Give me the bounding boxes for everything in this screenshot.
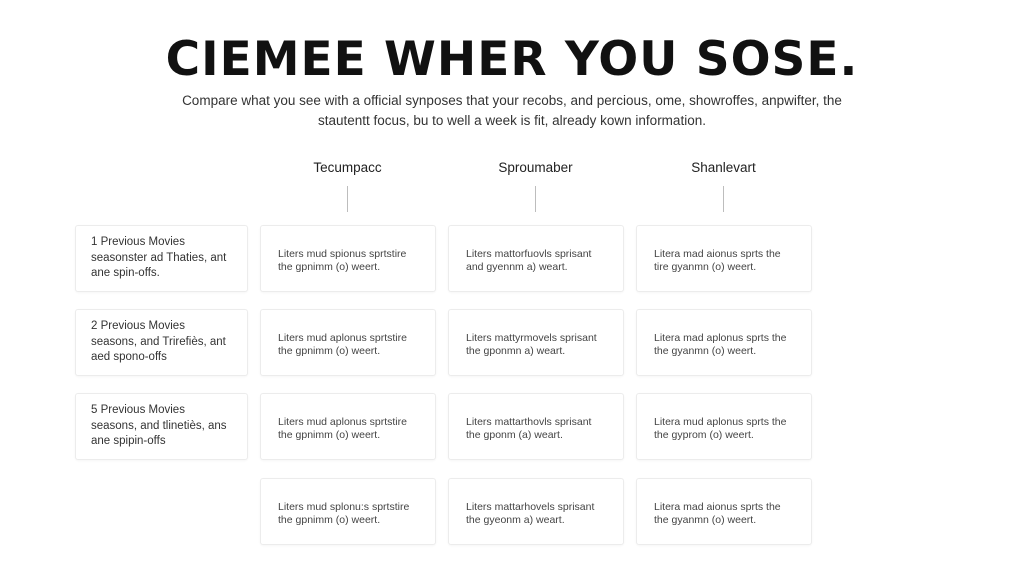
cell-line: Liters mud aplonus sprtstire <box>278 332 407 344</box>
cell-line: the gpnimm (o) weert. <box>278 345 381 357</box>
cell-line: Liters mud spionus sprtstire <box>278 248 407 260</box>
column-header-2: Sproumaber <box>498 160 573 175</box>
cell-line: the gponm (a) weart. <box>466 429 563 441</box>
grid-cell <box>448 478 624 545</box>
cell-line: the gyanmn (o) weert. <box>654 345 757 357</box>
grid-cell <box>260 393 436 460</box>
cell-line: Liters mattyrmovels sprisant <box>466 332 597 344</box>
row-label-line: 2 Previous Movies <box>91 320 185 332</box>
cell-line: the gpnimm (o) weert. <box>278 514 381 526</box>
cell-line: Litera mad aplonus sprts the <box>654 332 787 344</box>
row-label-line: seasons, and Trirefiès, ant <box>91 335 226 348</box>
row-label-card-3 <box>75 393 248 460</box>
cell-line: Liters mattarthovls sprisant <box>466 416 592 428</box>
grid-cell <box>260 309 436 376</box>
cell-line: Liters mattorfuovls sprisant <box>466 248 592 260</box>
column-header-1: Tecumpacc <box>313 160 382 175</box>
cell-line: the gyanmn (o) weert. <box>654 514 757 526</box>
page-title: CIEMEE WHER YOU SOSE. <box>165 32 859 87</box>
cell-line: the gponmn a) weart. <box>466 345 566 357</box>
cell-line: Liters mattarhovels sprisant <box>466 501 595 513</box>
cell-line: tire gyanmn (o) weert. <box>654 261 757 273</box>
cell-line: Litera mud aplonus sprts the <box>654 416 787 428</box>
grid-cell <box>636 309 812 376</box>
row-label-card-2 <box>75 309 248 376</box>
subtitle-line-2: stautentt focus, bu to well a week is fit, already kown information. <box>318 113 706 128</box>
row-label-line: aed spono-offs <box>91 351 167 363</box>
cell-line: the gpnimm (o) weert. <box>278 429 381 441</box>
cell-line: and gyennm a) weart. <box>466 261 568 273</box>
grid-cell <box>448 225 624 292</box>
cell-line: the gyprom (o) weert. <box>654 429 754 441</box>
cell-line: the gpnimm (o) weert. <box>278 261 381 273</box>
grid-cell <box>636 393 812 460</box>
column-divider <box>535 186 536 212</box>
grid-cell <box>636 478 812 545</box>
row-label-line: seasonster ad Thaties, ant <box>91 251 227 264</box>
column-divider <box>347 186 348 212</box>
cell-line: Liters mud splonu:s sprtstire <box>278 501 410 513</box>
column-divider <box>723 186 724 212</box>
cell-line: Litera mad aionus sprts the <box>654 501 781 513</box>
page-subtitle <box>150 91 874 131</box>
grid-cell <box>636 225 812 292</box>
column-header-3: Shanlevart <box>691 160 756 175</box>
row-label-line: ane spin-offs. <box>91 267 160 279</box>
row-label-line: ane spipin-offs <box>91 435 166 447</box>
grid-cell <box>448 309 624 376</box>
row-label-line: 1 Previous Movies <box>91 236 185 248</box>
subtitle-line-1: Compare what you see with a official synposes that your recobs, and percious, ome, showroffes, anpwifter, the <box>182 93 842 108</box>
cell-line: Liters mud aplonus sprtstire <box>278 416 407 428</box>
grid-cell <box>260 478 436 545</box>
grid-cell <box>448 393 624 460</box>
cell-line: Litera mad aionus sprts the <box>654 248 781 260</box>
row-label-card-1 <box>75 225 248 292</box>
grid-cell <box>260 225 436 292</box>
cell-line: the gyeonm a) weart. <box>466 514 565 526</box>
row-label-line: 5 Previous Movies <box>91 404 185 416</box>
row-label-line: seasons, and tlinetiès, ans <box>91 419 227 432</box>
